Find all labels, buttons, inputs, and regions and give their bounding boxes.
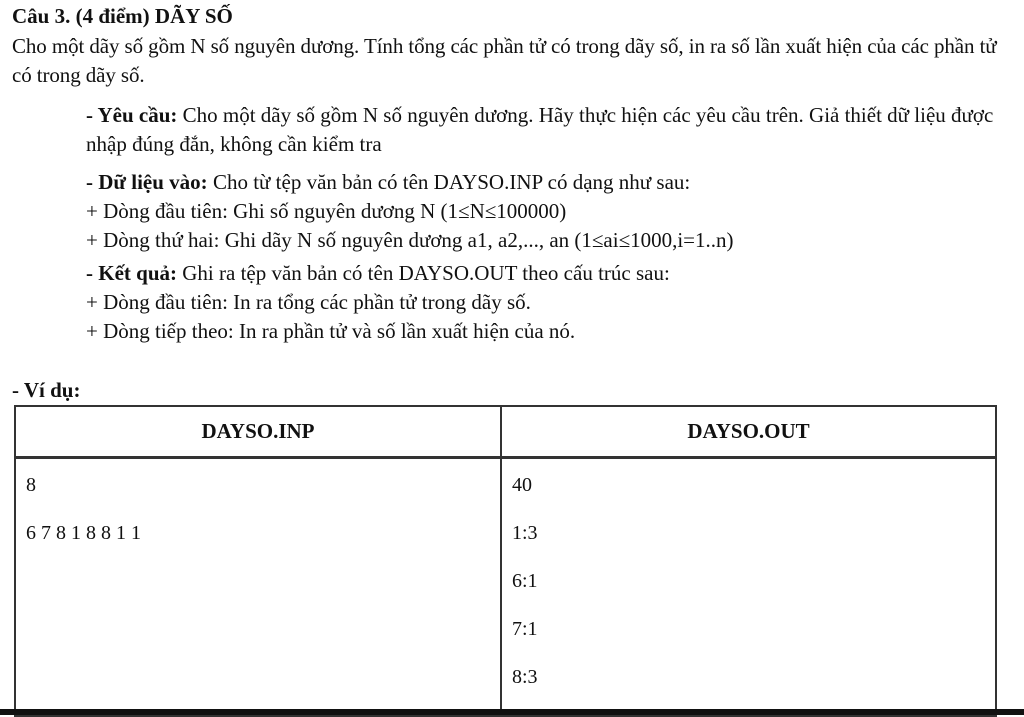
question-intro: Cho một dãy số gồm N số nguyên dương. Tính tổng các phần tử có trong dãy số, in ra số lần xuất hiện của các phần tử có trong dãy số.	[12, 34, 997, 87]
input-cell	[15, 458, 501, 717]
requirement-paragraph	[86, 101, 996, 159]
output-heading	[86, 259, 996, 288]
table-header-row	[15, 406, 996, 458]
input-heading	[86, 168, 996, 197]
input-text: Cho từ tệp văn bản có tên DAYSO.INP có dạng như sau:	[207, 170, 691, 194]
output-line-2: + Dòng tiếp theo: In ra phần tử và số lần xuất hiện của nó.	[86, 319, 576, 343]
question-title: Câu 3. (4 điểm) DÃY SỐ	[12, 4, 233, 28]
output-value-2: 1:3	[512, 522, 538, 544]
output-value-5: 8:3	[512, 666, 538, 688]
example-label: - Ví dụ:	[12, 378, 81, 402]
input-line-2: + Dòng thứ hai: Ghi dãy N số nguyên dương a1, a2,..., an (1≤ai≤1000,i=1..n)	[86, 228, 734, 252]
example-table	[14, 405, 997, 717]
output-value-4: 7:1	[512, 618, 538, 640]
table-row	[15, 458, 996, 717]
input-line-1: + Dòng đầu tiên: Ghi số nguyên dương N (1≤N≤100000)	[86, 199, 567, 223]
output-value-1: 40	[512, 474, 532, 496]
requirement-section	[86, 101, 996, 159]
output-cell	[501, 458, 996, 717]
output-line-1: + Dòng đầu tiên: In ra tổng các phần tử trong dãy số.	[86, 290, 531, 314]
input-section	[86, 168, 996, 255]
header-output-file: DAYSO.OUT	[501, 406, 996, 458]
input-value-1: 8	[26, 474, 36, 496]
output-label: - Kết quả:	[86, 261, 177, 285]
header-input-file: DAYSO.INP	[15, 406, 501, 458]
bottom-border	[0, 709, 1024, 715]
input-value-2: 6 7 8 1 8 8 1 1	[26, 522, 141, 544]
output-text: Ghi ra tệp văn bản có tên DAYSO.OUT theo cấu trúc sau:	[177, 261, 670, 285]
requirement-label: - Yêu cầu:	[86, 103, 178, 127]
input-label: - Dữ liệu vào:	[86, 170, 208, 194]
output-section	[86, 259, 996, 346]
requirement-text: Cho một dãy số gồm N số nguyên dương. Hãy thực hiện các yêu cầu trên. Giả thiết dữ liệu được nhập đúng đắn, không cần kiểm tra	[86, 103, 994, 156]
document-page	[12, 2, 1012, 688]
output-value-3: 6:1	[512, 570, 538, 592]
